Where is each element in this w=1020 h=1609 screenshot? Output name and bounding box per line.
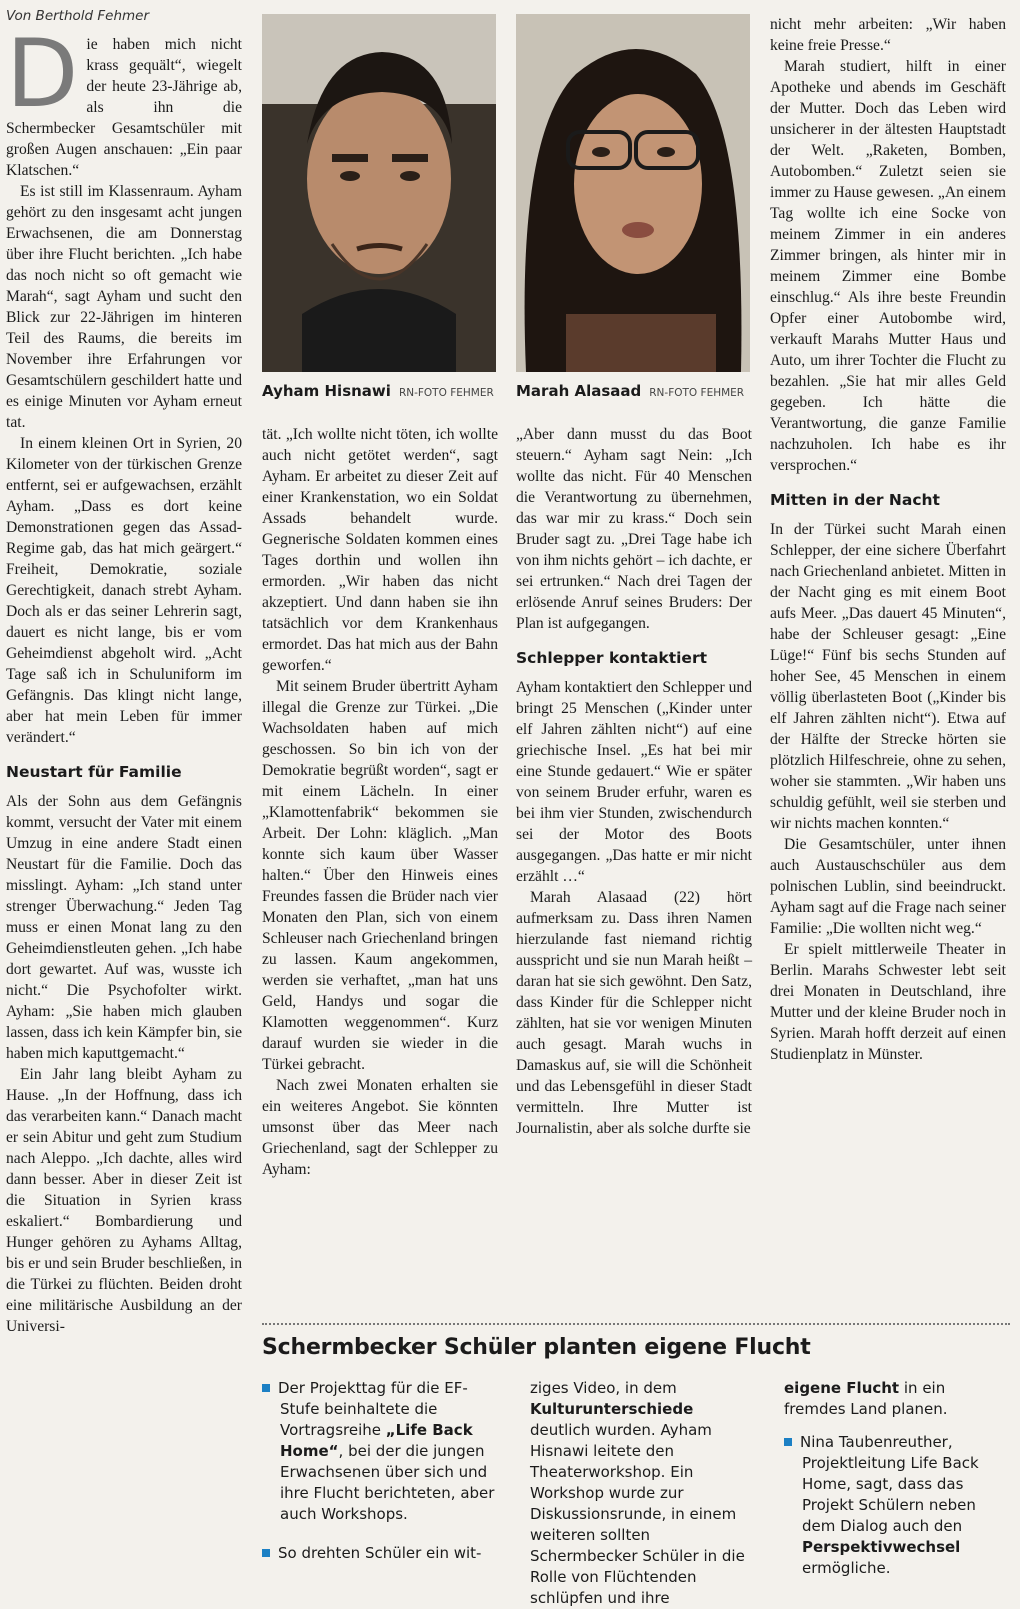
portrait-photo-ayham bbox=[262, 14, 496, 372]
box-bold-text: „Life Back Home“ bbox=[280, 1421, 473, 1460]
subheading: Schlepper kontaktiert bbox=[516, 649, 707, 667]
byline: Von Berthold Fehmer bbox=[6, 8, 150, 24]
box-bullet-item bbox=[784, 1432, 1006, 1579]
box-bold-text: Perspektivwechsel bbox=[802, 1538, 961, 1556]
photo-caption-1 bbox=[262, 382, 494, 400]
paragraph: In der Türkei sucht Marah einen Schlepper, der eine sichere Überfahrt nach Griechenland anbietet. Mitten in der Nacht ging es mit einem Boot aufs Meer. „Das dauert 45 Minuten“, habe der Schleuser gesagt: „Eine Lüge!“ Fünf bis sechs Stunden auf hoher See, 45 Menschen in einem völlig überlasteten Boot („Kinder bis elf Jahren zählten nicht“). Etwa auf der Hälfte der Strecke hörten sie plötzlich Hilfeschreie, ohne zu sehen, woher sie stammten. „Wir haben uns schuldig gefühlt, weil sie sterben und wir nichts machen konnten.“ bbox=[770, 521, 1006, 832]
box-divider bbox=[262, 1323, 1010, 1325]
bullet-square-icon bbox=[262, 1384, 270, 1392]
box-bold-text: Kulturunterschiede bbox=[530, 1400, 694, 1418]
box-text: in ein fremdes Land planen. bbox=[784, 1379, 948, 1418]
paragraph: tät. „Ich wollte nicht töten, ich wollte auch nicht getötet werden“, sagt Ayham. Er arbeitet zu dieser Zeit auf einer Krankenstation, wo ein Soldat Assads behandelt wurde. Gegnerische Soldaten kommen eines Tages dorthin und wollen ihn ermorden. „Wir haben das nicht akzeptiert. Und dann haben sie ihn tatsächlich vor dem Krankenhaus ermordet. Das hat mich aus der Bahn geworfen.“ bbox=[262, 426, 498, 674]
paragraph: nicht mehr arbeiten: „Wir haben keine freie Presse.“ bbox=[770, 16, 1006, 54]
subheading: Mitten in der Nacht bbox=[770, 491, 940, 509]
box-bullet-item bbox=[262, 1378, 498, 1525]
paragraph: ie haben mich nicht krass gequält“, wiegelt der heute 23-Jährige ab, als ihn die Schermbecker Gesamtschüler mit großen Augen anschauen: „Ein paar Klatschen.“ bbox=[6, 36, 242, 179]
subheading: Neustart für Familie bbox=[6, 763, 182, 781]
article-column-2 bbox=[262, 424, 498, 1180]
paragraph: Es ist still im Klassenraum. Ayham gehört zu den insgesamt acht jungen Erwachsenen, die am Donnerstag über ihre Flucht berichten. „Ich habe das noch nicht so oft gemacht wie Marah“, sagt Ayham und sucht den Blick zur 22-Jährigen im hinteren Teil des Raums, die bereits im November ihre Erfahrungen vor Gesamtschülern geschildert hatte und es einige Minuten vor Ayham erneut tat. bbox=[6, 183, 242, 431]
photo-credit: RN-FOTO FEHMER bbox=[398, 387, 494, 399]
box-continued-text bbox=[784, 1378, 1006, 1420]
photo-caption-2 bbox=[516, 382, 744, 400]
paragraph: Als der Sohn aus dem Gefängnis kommt, versucht der Vater mit einem Umzug in eine andere Stadt einen Neustart für die Familie. Doch das misslingt. Ayham: „Ich stand unter strenger Überwachung.“ Jeden Tag muss er einen Monat lang zu den Geheimdienstleuten gehen. „Ich habe dort gewartet. Auf was, wusste ich nicht.“ Die Psychofolter wirkt. Ayham: „Sie haben mich glauben lassen, dass ich kein Kämpfer bin, sie haben mich kaputtgemacht.“ bbox=[6, 793, 242, 1062]
box-continued-text: ziges Video, in dem Kulturunterschiede deutlich wurden. Ayham Hisnawi leitete den Theaterworkshop. Ein Workshop wurde zur Diskussionsrunde, in einem weiteren sollten Schermbecker Schüler in die Rolle von Flüchtenden schlüpfen und ihre bbox=[530, 1379, 745, 1607]
box-title: Schermbecker Schüler planten eigene Flucht bbox=[262, 1335, 811, 1360]
box-text: Der Projekttag für die EF-Stufe beinhaltete die Vortragsreihe bbox=[278, 1379, 468, 1439]
box-column-1 bbox=[262, 1378, 498, 1525]
box-text: Nina Taubenreuther, Projektleitung Life Back Home, sagt, dass das Projekt Schülern neben dem Dialog auch den bbox=[800, 1433, 979, 1535]
box-bold-text: eigene Flucht bbox=[784, 1379, 900, 1397]
box-bullet-item: So drehten Schüler ein wit- bbox=[262, 1543, 498, 1564]
article-column-4 bbox=[770, 14, 1006, 1065]
caption-name: Ayham Hisnawi bbox=[262, 382, 391, 400]
paragraph: Die Gesamtschüler, unter ihnen auch Austauschschüler aus dem polnischen Lublin, sind beeindruckt. Ayham sagt auf die Frage nach seiner Familie: „Die wollten nicht weg.“ bbox=[770, 836, 1006, 937]
paragraph: In einem kleinen Ort in Syrien, 20 Kilometer von der türkischen Grenze entfernt, sei er aufgewachsen, erzählt Ayham. „Dass es dort keine Demonstrationen gegen das Assad-Regime gab, das hat mich geärgert.“ Freiheit, Demokratie, soziale Gerechtigkeit, danach strebt Ayham. Doch als er das seiner Lehrerin sagt, dauert es nicht lange, bis er vom Geheimdienst abgeholt wird. „Acht Tage saß ich in Schuluniform im Gefängnis. Das klingt nicht lange, aber hat mein Leben für immer verändert.“ bbox=[6, 435, 242, 746]
caption-name: Marah Alasaad bbox=[516, 382, 642, 400]
box-text: ermögliche. bbox=[802, 1559, 891, 1577]
bullet-square-icon bbox=[784, 1438, 792, 1446]
drop-cap: D bbox=[6, 20, 79, 129]
paragraph: „Aber dann musst du das Boot steuern.“ Ayham sagt Nein: „Ich wollte das nicht. Für 40 Menschen die Verantwortung zu übernehmen, das war mir zu krass.“ Doch sein Bruder sagt zu. „Drei Tage habe ich von ihm nichts gehört – ich dachte, er sei ertrunken.“ Nach drei Tagen der erlösende Anruf seines Bruders: Der Plan ist aufgegangen. bbox=[516, 426, 752, 632]
paragraph: Marah studiert, hilft in einer Apotheke und abends im Geschäft der Mutter. Doch das Leben wird unsicherer in der ältesten Hauptstadt der Welt. „Raketen, Bomben, Autobomben.“ Zuletzt seien sie immer zu Hause gewesen. „An einem Tag wollte ich eine Socke von meinem Zimmer in ein anderes Zimmer bringen, als hinter mir in meinem Zimmer eine Bombe einschlug.“ Als ihre beste Freundin Opfer einer Autobombe wird, verkauft Marahs Mutter Haus und Auto, um ihrer Tochter die Flucht zu bezahlen. „Sie hat mir alles Geld gegeben. Ich hätte die Verantwortung, die ganze Familie nachzuholen. Ich habe es ihr versprochen.“ bbox=[770, 58, 1006, 474]
paragraph: Mit seinem Bruder übertritt Ayham illegal die Grenze zur Türkei. „Die Wachsoldaten haben auf mich geschossen. So bin ich von der Demokratie begrüßt worden“, sagt er mit einem Lächeln. In einer „Klamottenfabrik“ bekommen sie Arbeit. Der Lohn: kläglich. „Man konnte sich kaum über Wasser halten.“ Über den Hinweis eines Freundes fassen die Brüder nach vier Monaten den Plan, sich von einem Schleuser nach Griechenland bringen zu lassen. Kaum angekommen, werden sie verhaftet, „man hat uns Geld, Handys und sogar die Klamotten weggenommen“. Kurz darauf wurden sie wieder in die Türkei gebracht. bbox=[262, 678, 498, 1073]
article-column-3 bbox=[516, 424, 752, 1139]
paragraph: Nach zwei Monaten erhalten sie ein weiteres Angebot. Sie könnten umsonst über das Meer nach Griechenland, sagt der Schlepper zu Ayham: bbox=[262, 1077, 498, 1178]
box-column-3 bbox=[530, 1378, 756, 1609]
paragraph: Ayham kontaktiert den Schlepper und bringt 25 Menschen („Kinder unter elf Jahren zählten nicht“) auf eine griechische Insel. „Es hat bei mir eine Stunde gedauert.“ Wie er später von seinem Bruder erfuhr, waren es bei ihm vier Stunden, zwischendurch sei der Motor des Boots ausgegangen. „Das hatte er mir nicht erzählt …“ bbox=[516, 679, 752, 885]
paragraph: Marah Alasaad (22) hört aufmerksam zu. Dass ihren Namen hierzulande fast niemand richtig ausspricht und sie nun Marah heißt – daran hat sie sich gewöhnt. Den Satz, dass Kinder für die Schlepper nicht zählten, hat sie vor wenigen Minuten auch gesagt. Marah wuchs in Damaskus auf, sie will die Schönheit und das Lebensgefühl in dieser Stadt vermitteln. Ihre Mutter ist Journalistin, aber als solche durfte sie bbox=[516, 889, 752, 1137]
paragraph: Er spielt mittlerweile Theater in Berlin. Marahs Schwester lebt seit drei Monaten in Deutschland, ihre Mutter und der kleine Bruder noch in Syrien. Marah hofft derzeit auf einen Studienplatz in Münster. bbox=[770, 941, 1006, 1063]
box-column-4 bbox=[784, 1378, 1006, 1579]
box-text: , bei der die jungen Erwachsenen über sich und ihre Flucht berichteten, aber auch Workshops. bbox=[280, 1442, 495, 1523]
paragraph: Ein Jahr lang bleibt Ayham zu Hause. „In der Hoffnung, dass ich das verarbeiten kann.“ Danach macht er sein Abitur und geht zum Studium nach Aleppo. „Ich dachte, alles wird dann besser. Aber in dieser Zeit ist die Situation in Syrien krass eskaliert.“ Bombardierung und Hunger gehören zu Ayhams Alltag, bis er und sein Bruder beschließen, in die Türkei zu flüchten. Beiden droht eine militärische Ausbildung an der Universi- bbox=[6, 1066, 242, 1335]
article-column-1 bbox=[6, 20, 242, 1337]
photo-credit: RN-FOTO FEHMER bbox=[649, 387, 745, 399]
bullet-square-icon bbox=[262, 1549, 270, 1557]
portrait-photo-marah bbox=[516, 14, 750, 372]
box-column-2-3 bbox=[262, 1543, 498, 1564]
box-text: deutlich wurden. Ayham Hisnawi leitete den Theaterworkshop. Ein Workshop wurde zur Diskussionsrunde, in einem weiteren sollten Schermbecker Schüler in die Rolle von Flüchtenden schlüpfen und ihre bbox=[530, 1421, 745, 1607]
